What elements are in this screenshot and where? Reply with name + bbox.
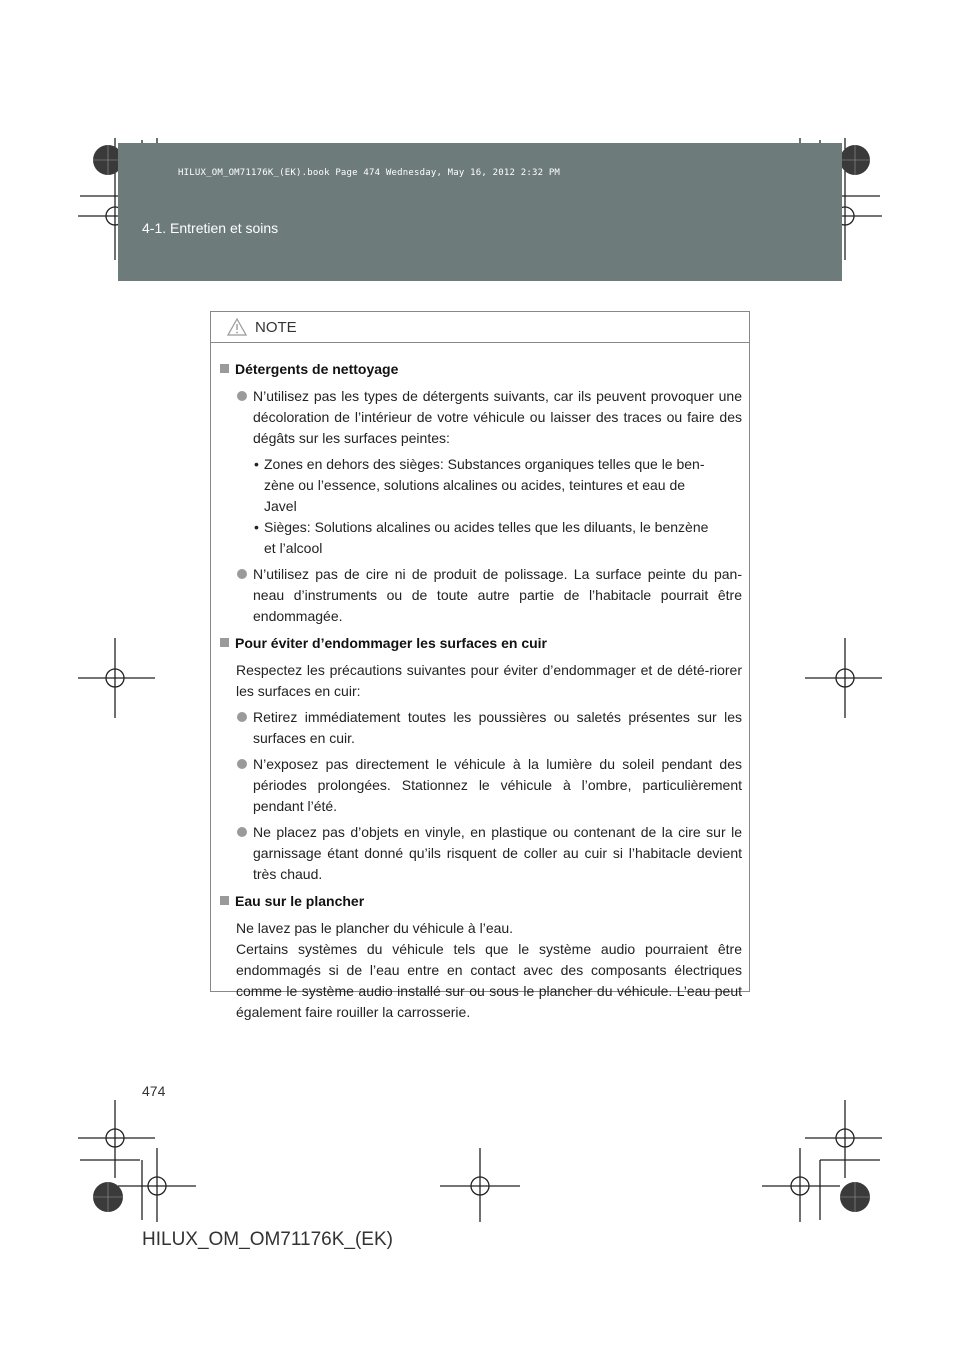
list-item-text: N’exposez pas directement le véhicule à la lumière du soleil pendant des périodes prolongées. Stationnez le véhicule à l’ombre, particulièrement pendant l’été. <box>253 756 742 814</box>
list-item-text: Ne placez pas d’objets en vinyle, en plastique ou contenant de la cire sur le garnissage étant donné qu’ils risquent de coller au cuir si l’habitacle devient très chaud. <box>253 824 742 882</box>
note-box <box>210 311 750 1020</box>
round-bullet-icon <box>237 391 247 401</box>
paragraph: Certains systèmes du véhicule tels que le système audio pourraient être endommagés si de l’eau entre en contact avec des composants électriques comme le système audio installé sur ou sous le plancher du véhicule. L’eau peut également faire rouiller la carrosserie. <box>236 941 742 1020</box>
list-item-text: N’utilisez pas de cire ni de produit de polissage. La surface peinte du pan-neau d’instruments ou de toute autre partie de l’habitacle pourrait être endommagée. <box>253 566 742 624</box>
note-header <box>211 312 749 343</box>
square-bullet-icon <box>220 364 229 373</box>
round-bullet-icon <box>237 759 247 769</box>
heading-text: Eau sur le plancher <box>235 893 365 909</box>
round-bullet-icon <box>237 712 247 722</box>
list-item <box>236 754 742 817</box>
list-item <box>236 564 742 627</box>
note-title: NOTE <box>255 318 297 336</box>
round-bullet-icon <box>237 827 247 837</box>
sub-list: • Zones en dehors des sièges: Substances organiques telles que le ben- zène ou l’essence, solutions alcalines ou acides, teintures et eau de Javel • Sièges: Solutions alcalines ou acides telles que les diluants, le benzène et l’alcool <box>236 454 742 559</box>
list-item <box>236 822 742 885</box>
sub-item-text: Javel <box>264 498 297 514</box>
document-code: HILUX_OM_OM71176K_(EK) <box>142 1229 393 1250</box>
section-heading <box>219 891 742 912</box>
print-info: HILUX_OM_OM71176K_(EK).book Page 474 Wednesday, May 16, 2012 2:32 PM <box>178 168 561 178</box>
sub-item-text: Sièges: Solutions alcalines ou acides telles que les diluants, le benzène <box>264 519 709 535</box>
sub-item-text: Zones en dehors des sièges: Substances organiques telles que le ben- <box>264 456 705 472</box>
paragraph: Respectez les précautions suivantes pour éviter d’endommager et de dété-riorer les surfaces en cuir: <box>236 662 742 699</box>
list-item <box>236 707 742 749</box>
warning-triangle-icon <box>227 318 247 336</box>
list-item <box>236 386 742 449</box>
list-item-text: N’utilisez pas les types de détergents suivants, car ils peuvent provoquer une décoloration de l’intérieur de votre véhicule ou laisser des traces ou faire des dégâts sur les surfaces peintes: <box>253 388 742 446</box>
note-body <box>211 343 749 1023</box>
section-heading <box>219 633 742 654</box>
list-item-text: Retirez immédiatement toutes les poussières ou saletés présentes sur les surfaces en cuir. <box>253 709 742 746</box>
square-bullet-icon <box>220 896 229 905</box>
header-band <box>118 143 842 281</box>
page-number: 474 <box>142 1083 166 1099</box>
heading-text: Pour éviter d’endommager les surfaces en cuir <box>235 635 548 651</box>
square-bullet-icon <box>220 638 229 647</box>
heading-text: Détergents de nettoyage <box>235 361 399 377</box>
section-title: 4-1. Entretien et soins <box>142 220 279 236</box>
sub-item-text: zène ou l’essence, solutions alcalines ou acides, teintures et eau de <box>264 477 686 493</box>
round-bullet-icon <box>237 569 247 579</box>
sub-item-text: et l’alcool <box>264 540 323 556</box>
section-heading <box>219 359 742 380</box>
paragraph: Ne lavez pas le plancher du véhicule à l’eau. <box>236 920 514 936</box>
